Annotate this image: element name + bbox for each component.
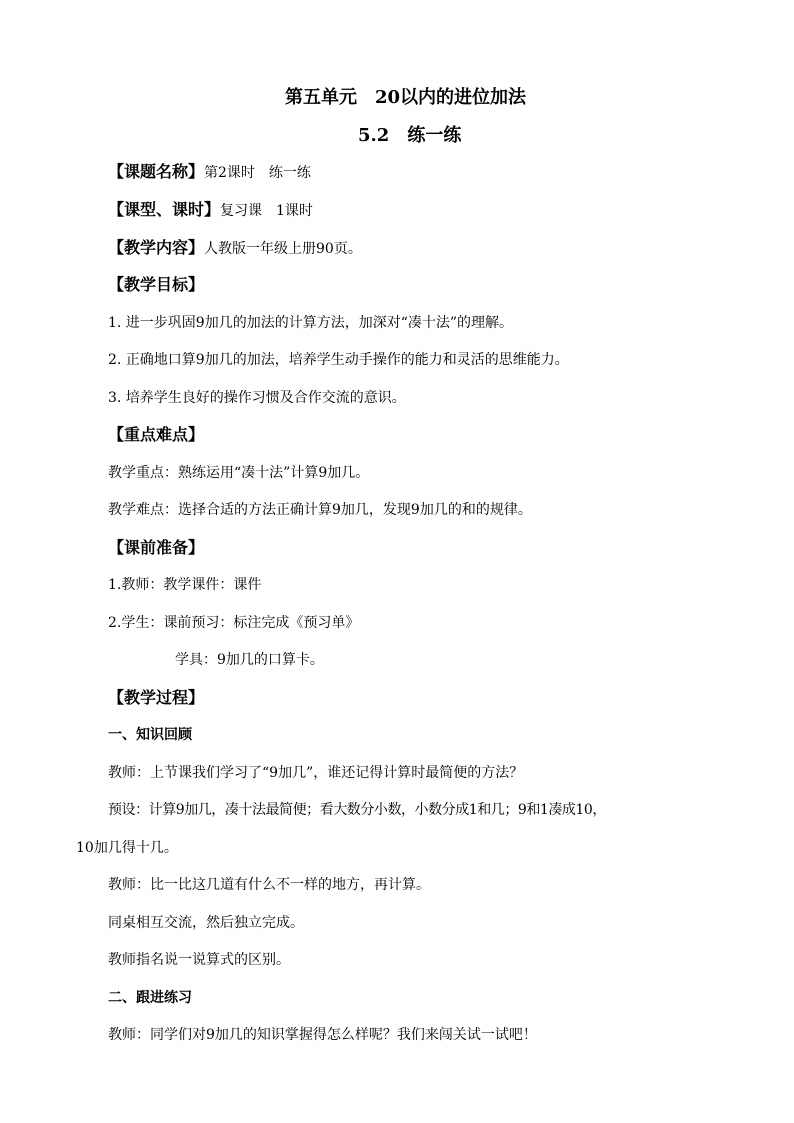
paragraph: 预设：计算9加几，凑十法最简便；看大数分小数，小数分成1和几；9和1凑成10， [108, 802, 606, 818]
difficult-point-text: 教学难点：选择合适的方法正确计算9加几，发现9加几的和的规律。 [108, 502, 532, 518]
paragraph: 教师：上节课我们学习了“9加几”，谁还记得计算时最简便的方法？ [108, 765, 524, 781]
process-heading: 【教学过程】 [108, 688, 205, 707]
content-label: 【教学内容】 [108, 238, 205, 257]
lesson-type-value: 复习课 1课时 [220, 203, 313, 219]
key-points-heading: 【重点难点】 [108, 425, 205, 444]
objective-item: 3. 培养学生良好的操作习惯及合作交流的意识。 [108, 390, 406, 406]
document-title: 第五单元 20以内的进位加法 [285, 87, 527, 108]
paragraph: 教师：同学们对9加几的知识掌握得怎么样呢？我们来闯关试一试吧！ [108, 1027, 537, 1043]
preparation-teacher: 1.教师：教学课件：课件 [108, 577, 262, 593]
lesson-type-row [108, 200, 313, 221]
lesson-name-label: 【课题名称】 [108, 162, 205, 181]
preparation-tools: 学具：9加几的口算卡。 [175, 652, 324, 668]
paragraph: 同桌相互交流，然后独立完成。 [108, 915, 304, 931]
section-title: 二、跟进练习 [108, 990, 192, 1006]
objectives-heading: 【教学目标】 [108, 275, 205, 294]
lesson-name-value: 第2课时 练一练 [204, 165, 311, 181]
key-point-text: 教学重点：熟练运用“凑十法”计算9加几。 [108, 465, 370, 481]
preparation-heading: 【课前准备】 [108, 538, 205, 557]
objective-item: 2. 正确地口算9加几的加法，培养学生动手操作的能力和灵活的思维能力。 [108, 352, 569, 368]
preparation-student: 2.学生：课前预习：标注完成《预习单》 [108, 615, 360, 631]
paragraph: 教师：比一比这几道有什么不一样的地方，再计算。 [108, 877, 430, 893]
paragraph: 10加几得十几。 [76, 840, 178, 856]
lesson-type-label: 【课型、课时】 [108, 200, 221, 219]
content-value: 人教版一年级上册90页。 [204, 241, 362, 257]
content-row [108, 238, 362, 259]
paragraph: 教师指名说一说算式的区别。 [108, 952, 290, 968]
lesson-name-row [108, 162, 311, 183]
section-title: 一、知识回顾 [108, 727, 192, 743]
objective-item: 1. 进一步巩固9加几的加法的计算方法，加深对“凑十法”的理解。 [108, 315, 514, 331]
document-subtitle: 5.2 练一练 [358, 125, 462, 146]
